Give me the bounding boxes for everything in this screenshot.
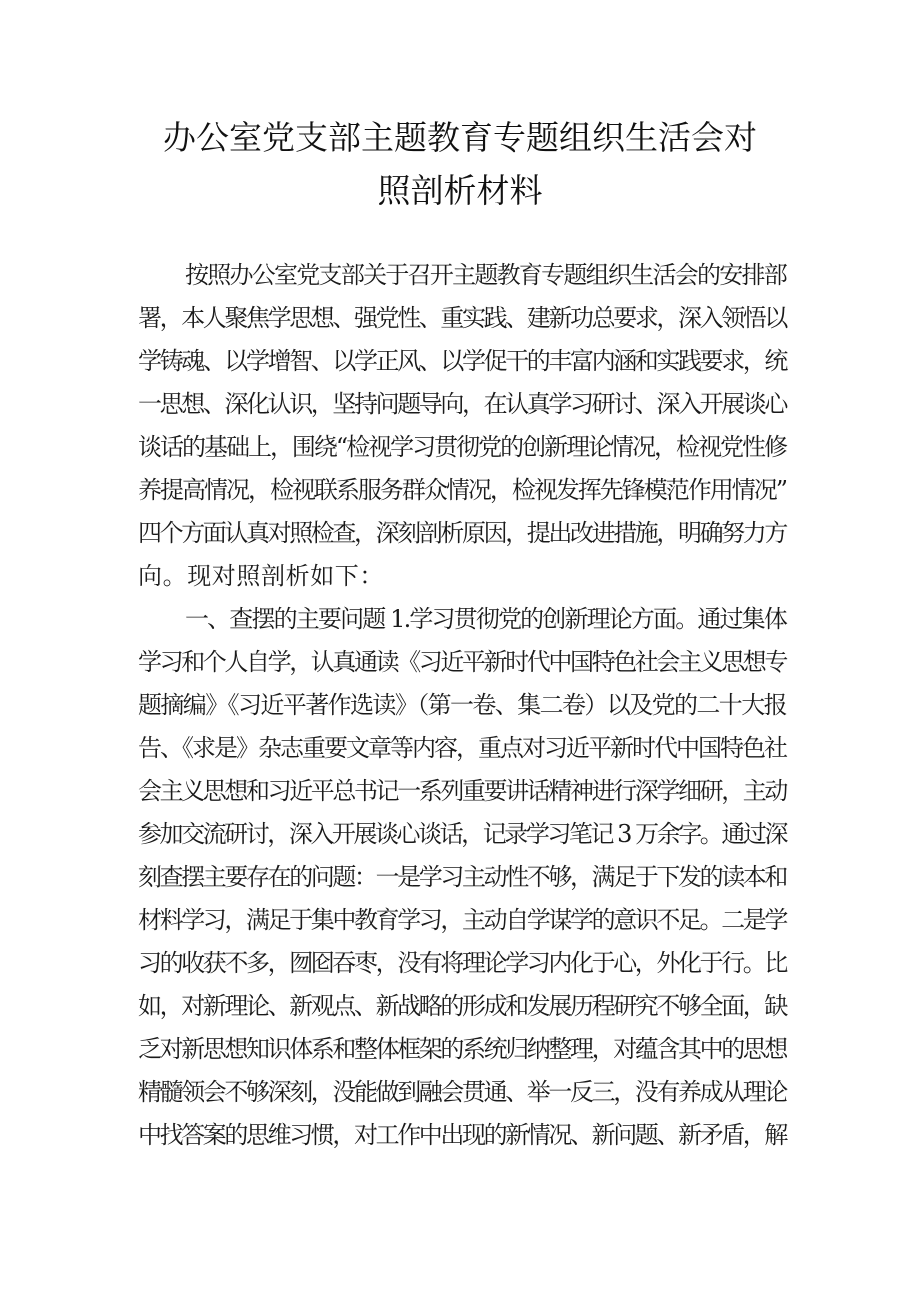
paragraph-line: 会主义思想和习近平总书记一系列重要讲话精神进行深学细研，主动: [138, 777, 786, 805]
paragraph-line: 刻查摆主要存在的问题：一是学习主动性不够，满足于下发的读本和: [138, 863, 786, 891]
document-title-line-2: 照剖析材料: [377, 171, 543, 210]
paragraph-line: 材料学习，满足于集中教育学习，主动自学谋学的意识不足。二是学: [138, 906, 786, 934]
paragraph-line: 向。现对照剖析如下：: [138, 562, 384, 590]
paragraph-line: 中找答案的思维习惯，对工作中出现的新情况、新问题、新矛盾，解: [138, 1121, 786, 1149]
paragraph-line: 精髓领会不够深刻，没能做到融会贯通、举一反三，没有养成从理论: [138, 1078, 786, 1106]
paragraph-line: 一思想、深化认识，坚持问题导向，在认真学习研讨、深入开展谈心: [138, 390, 786, 418]
paragraph-line: 乏对新思想知识体系和整体框架的系统归纳整理，对蕴含其中的思想: [138, 1035, 786, 1063]
paragraph-line: 学铸魂、以学增智、以学正风、以学促干的丰富内涵和实践要求，统: [138, 347, 786, 375]
paragraph-line: 题摘编》《习近平著作选读》（第一卷、集二卷）以及党的二十大报: [138, 691, 786, 719]
paragraph-line: 学习和个人自学，认真通读《习近平新时代中国特色社会主义思想专: [138, 648, 786, 676]
paragraph-line: 如，对新理论、新观点、新战略的形成和发展历程研究不够全面，缺: [138, 992, 786, 1020]
document-title-line-1: 办公室党支部主题教育专题组织生活会对: [163, 118, 757, 157]
paragraph-line: 养提高情况，检视联系服务群众情况，检视发挥先锋模范作用情况”: [138, 476, 786, 504]
paragraph-line: 按照办公室党支部关于召开主题教育专题组织生活会的安排部: [185, 261, 786, 289]
paragraph-line: 参加交流研讨，深入开展谈心谈话，记录学习笔记 3 万余字。通过深: [138, 820, 786, 848]
paragraph-line: 四个方面认真对照检查，深刻剖析原因，提出改进措施，明确努力方: [138, 519, 786, 547]
paragraph-line: 告、《求是》杂志重要文章等内容，重点对习近平新时代中国特色社: [138, 734, 786, 762]
paragraph-line: 习的收获不多，囫囵吞枣，没有将理论学习内化于心，外化于行。比: [138, 949, 786, 977]
paragraph-line: 一、查摆的主要问题 1.学习贯彻党的创新理论方面。通过集体: [185, 605, 786, 633]
paragraph-line: 谈话的基础上，围绕“检视学习贯彻党的创新理论情况，检视党性修: [138, 433, 786, 461]
paragraph-line: 署，本人聚焦学思想、强党性、重实践、建新功总要求，深入领悟以: [138, 304, 786, 332]
